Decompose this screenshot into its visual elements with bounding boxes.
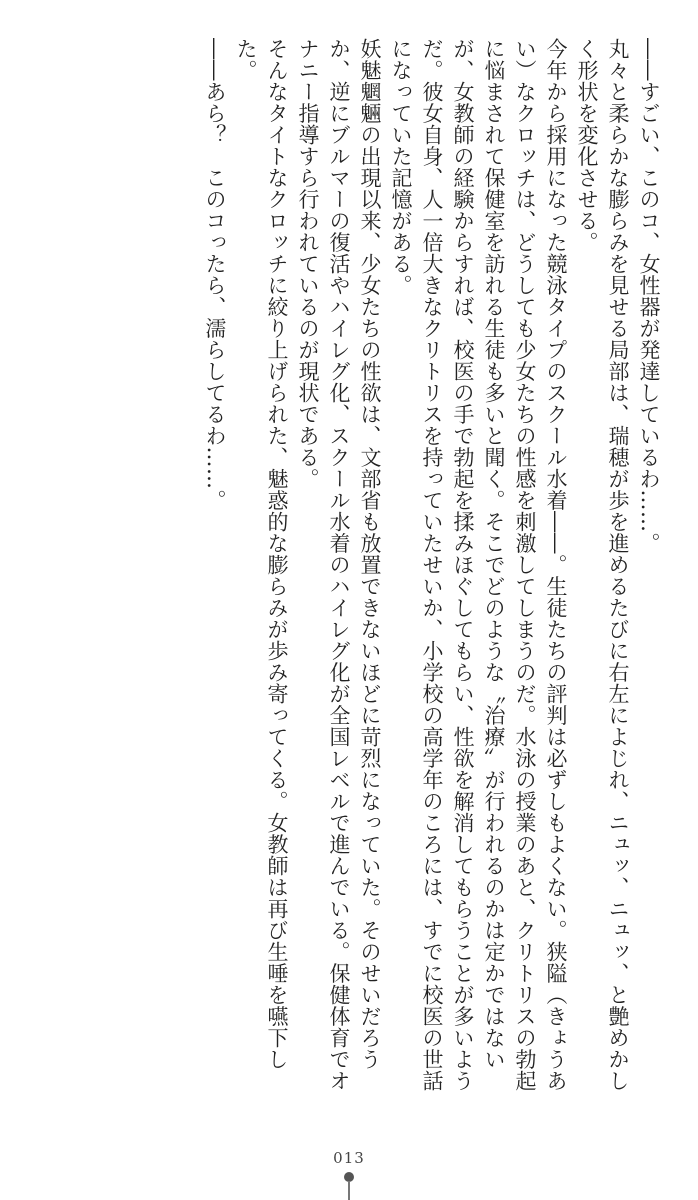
paragraph-4: 妖魅魍魎の出現以来、少女たちの性欲は、文部省も放置できないほどに苛烈になっていた。そのせいだろうか、逆にブルマーの復活やハイレグ化、スクール水着のハイレグ化が全国レベルで進んでいる。保健体育でオナニー指導すら行われているのが現状である。 <box>296 38 382 1092</box>
paragraph-3: 今年から採用になった競泳タイプのスクール水着――。生徒たちの評判は必ずしもよくない。狭隘（きょうあい）なクロッチは、どうしても少女たちの性感を刺激してしまうのだ。水泳の授業のあと、クリトリスの勃起に悩まされて保健室を訪れる生徒も多いと聞く。そこでどのような〝治療〟が行われるのかは定かではないが、女教師の経験からすれば、校医の手で勃起を揉みほぐしてもらい、性欲を解消してもらうことが多いようだ。彼女自身、人一倍大きなクリトリスを持っていたせいか、小学校の高学年のころには、すでに校医の世話になっていた記憶がある。 <box>389 38 568 1092</box>
paragraph-1: ――すごい、このコ、女性器が発達しているわ……。 <box>637 38 661 554</box>
paragraph-2: 丸々と柔らかな膨らみを見せる局部は、瑞穂が歩を進めるたびに右左によじれ、ニュッ、ニュッ、と艶めかしく形状を変化させる。 <box>575 38 630 1092</box>
marker-stem <box>348 1181 350 1200</box>
paragraph-6: ――あら？ このコったら、濡らしてるわ……。 <box>203 38 227 511</box>
page-number: 013 <box>333 1149 365 1167</box>
paragraph-5: そんなタイトなクロッチに絞り上げられた、魅惑的な膨らみが歩み寄ってくる。女教師は再び生唾を嚥下した。 <box>234 38 289 1070</box>
vertical-text-body <box>64 38 664 1098</box>
page-marker-icon <box>342 1172 356 1200</box>
